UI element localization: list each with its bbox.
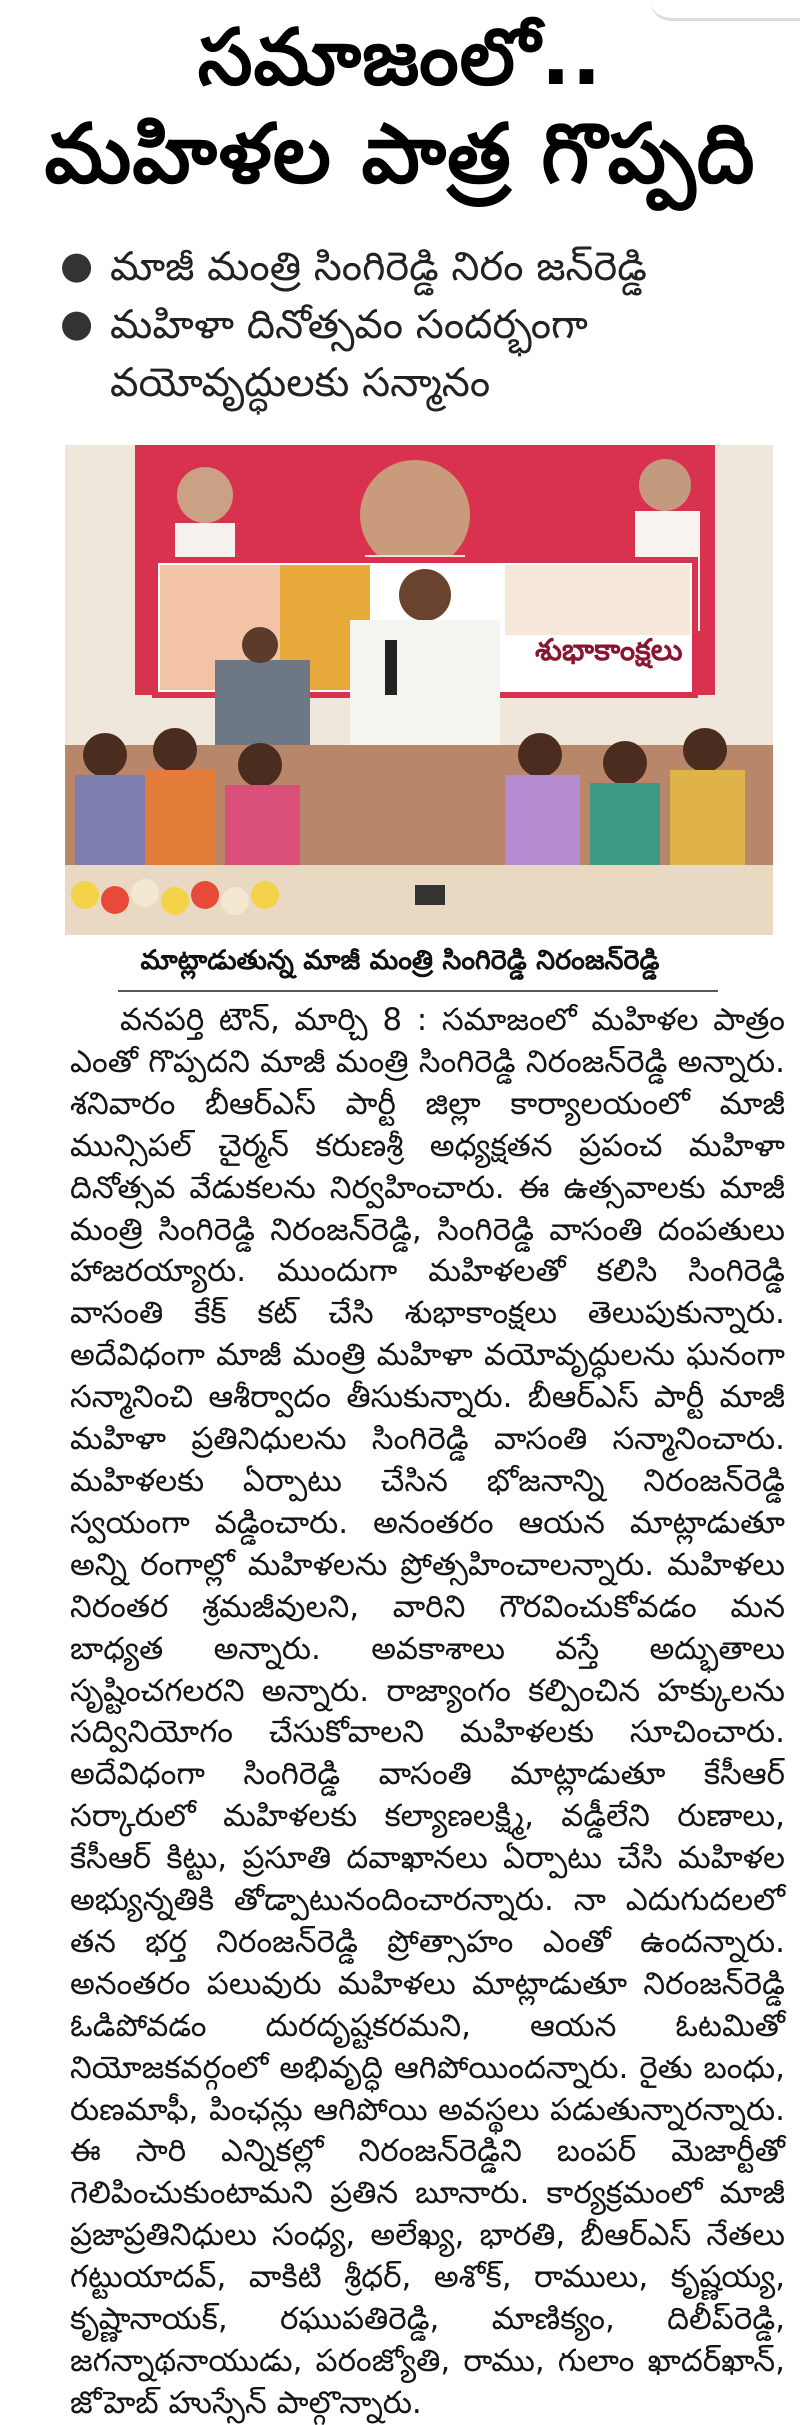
article-paragraph: వనపర్తి టౌన్, మార్చి 8 : సమాజంలో మహిళల పాత్రం ఎంతో గొప్పదని మాజీ మంత్రి సింగిరెడ్డి నిరంజన్‌రెడ్డి అన్నారు. శనివారం బీఆర్‌ఎస్ పార్టీ జిల్లా కార్యాలయంలో మాజీ మున్సిపల్ చైర్మన్ కరుణశ్రీ అధ్యక్షతన ప్రపంచ మహిళా దినోత్సవ వేడుకలను నిర్వహించారు. ఈ ఉత్సవాలకు మాజీ మంత్రి సింగిరెడ్డి నిరంజన్‌రెడ్డి, సింగిరెడ్డి వాసంతి దంపతులు హాజరయ్యారు. ముందుగా మహిళలతో కలిసి సింగిరెడ్డి వాసంతి కేక్ కట్ చేసి శుభాకాంక్షలు తెలుపుకున్నారు. అదేవిధంగా మాజీ మంత్రి మహిళా వయోవృద్ధులను ఘనంగా సన్మానించి ఆశీర్వాదం తీసుకున్నారు. బీఆర్‌ఎస్ పార్టీ మాజీ మహిళా ప్రతినిధులను సింగిరెడ్డి వాసంతి సన్మానించారు. మహిళలకు ఏర్పాటు చేసిన భోజనాన్ని నిరంజన్‌రెడ్డి స్వయంగా వడ్డించారు. అనంతరం ఆయన మాట్లాడుతూ అన్ని రంగాల్లో మహిళలను ప్రోత్సహించాలన్నారు. మహిళలు నిరంతర శ్రమజీవులని, వారిని గౌరవించుకోవడం మన బాధ్యత అన్నారు. అవకాశాలు వస్తే అద్భుతాలు సృష్టించగలరని అన్నారు. రాజ్యాంగం కల్పించిన హక్కులను సద్వినియోగం చేసుకోవాలని మహిళలకు సూచించారు. అదేవిధంగా సింగిరెడ్డి వాసంతి మాట్లాడుతూ కేసీఆర్ సర్కారులో మహిళలకు కల్యాణలక్ష్మి, వడ్డీలేని రుణాలు, కేసీఆర్ కిట్టు, ప్రసూతి దవాఖానలు ఏర్పాటు చేసి మహిళల అభ్యున్నతికి తోడ్పాటునందించారన్నారు. నా ఎదుగుదలలో తన భర్త నిరంజన్‌రెడ్డి ప్రోత్సాహం ఎంతో ఉందన్నారు. అనంతరం పలువురు మహిళలు మాట్లాడుతూ నిరంజన్‌రెడ్డి ఓడిపోవడం దురదృష్టకరమని, ఆయన ఓటమితో నియోజకవర్గంలో అభివృద్ధి ఆగిపోయిందన్నారు. రైతు బంధు, రుణమాఫీ, పింఛన్లు ఆగిపోయి అవస్థలు పడుతున్నారన్నారు. ఈ సారి ఎన్నికల్లో నిరంజన్‌రెడ్డిని బంపర్ మెజార్టీతో గెలిపించుకుంటామని ప్రతిన బూనారు. కార్యక్రమంలో మాజీ ప్రజాప్రతినిధులు సంధ్య, అలేఖ్య, భారతి, బీఆర్‌ఎస్ నేతలు గట్టుయాదవ్, వాకిటి శ్రీధర్, అశోక్, రాములు, కృష్ణయ్య, కృష్ణానాయక్, రఘుపతిరెడ్డి, మాణిక్యం, దిలీప్‌రెడ్డి, జగన్నాథనాయుడు, పరంజ్యోతి, రాము, గులాం ఖాదర్‌ఖాన్, జోహెబ్ హుస్సేన్ పాల్గొన్నారు. [70, 1002, 785, 2421]
banner-greeting-text: శుభాకాంక్షలు [535, 633, 683, 668]
bullet-dot-icon: ● [60, 243, 94, 287]
bullet-text: మహిళా దినోత్సవం సందర్భంగా వయోవృద్ధులకు సన్మానం [110, 302, 588, 406]
headline-line-1: సమాజంలో.. [197, 13, 603, 103]
subheadline-bullets [60, 238, 780, 412]
bullet-item [60, 296, 780, 412]
event-photo [65, 445, 773, 935]
headline-line-2: మహిళల పాత్ర గొప్పది [44, 107, 756, 202]
article-body [70, 1000, 785, 2425]
bullet-dot-icon: ● [60, 301, 94, 345]
bullet-text: మాజీ మంత్రి సింగిరెడ్డి నిరం జన్‌రెడ్డి [110, 244, 647, 290]
caption-divider [118, 990, 718, 992]
bullet-item [60, 238, 780, 296]
photo-caption: మాట్లాడుతున్న మాజీ మంత్రి సింగిరెడ్డి నిరంజన్‌రెడ్డి [140, 945, 660, 976]
